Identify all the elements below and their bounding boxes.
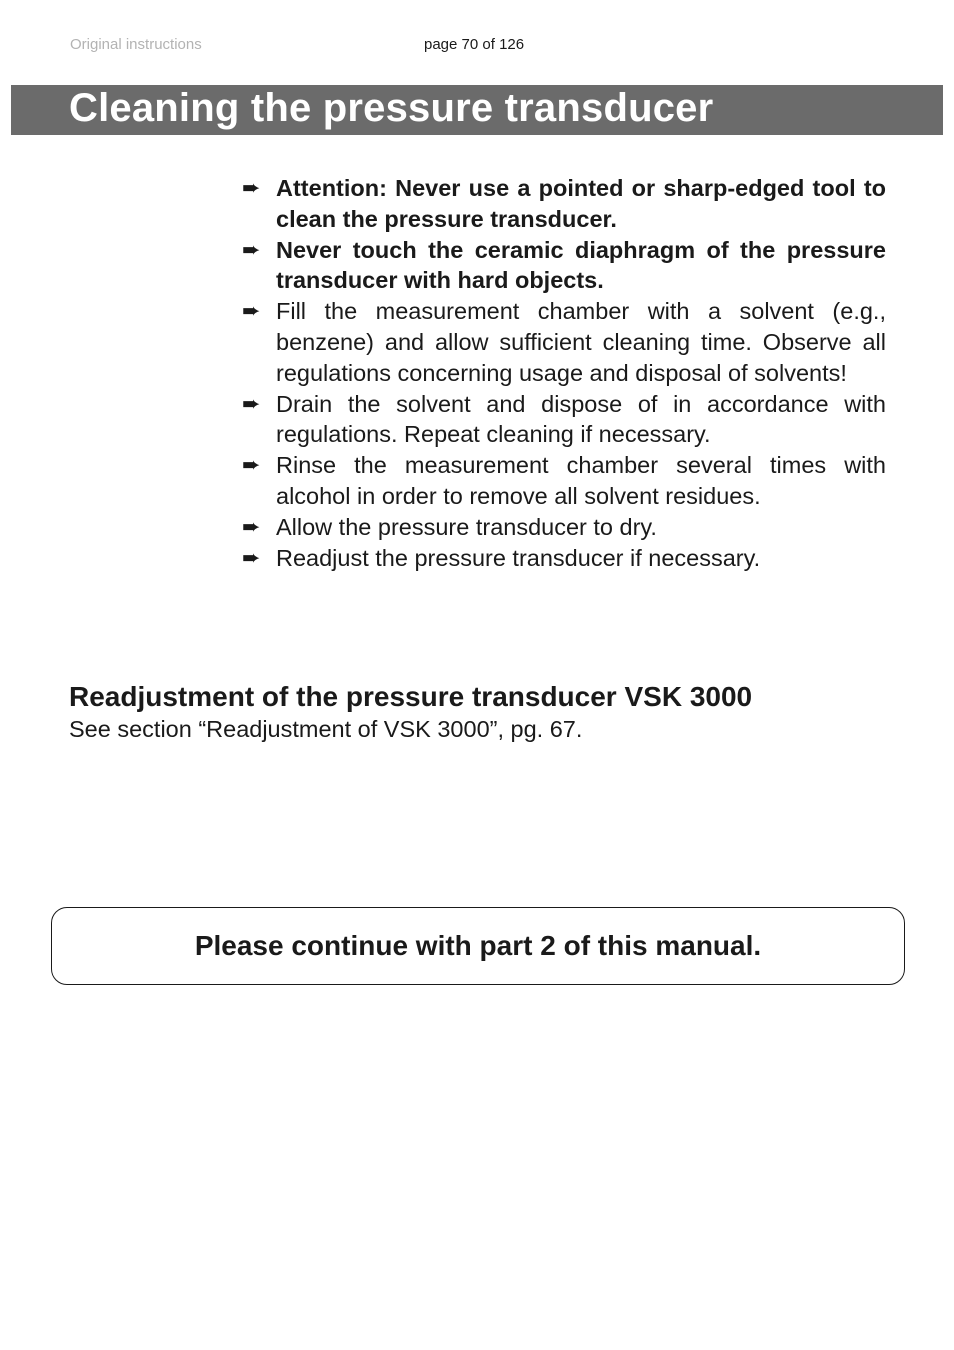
page-number: page 70 of 126: [424, 36, 525, 53]
instruction-step-text: Rinse the measurement chamber several times with alcohol in order to remove all solvent residues.: [276, 452, 886, 509]
instruction-step: [242, 235, 886, 297]
arrow-right-icon: ➨: [242, 175, 261, 200]
instruction-step-text: Allow the pressure transducer to dry.: [276, 513, 657, 540]
instruction-step-text: Fill the measurement chamber with a solvent (e.g., benzene) and allow sufficient cleaning time. Observe all regulations concerning usage and disposal of solvents!: [276, 298, 886, 386]
instruction-step: [242, 512, 886, 543]
arrow-right-icon: ➨: [242, 513, 261, 539]
instruction-step-text: Readjust the pressure transducer if necessary.: [276, 544, 761, 571]
title-bar: [11, 85, 943, 135]
arrow-right-icon: ➨: [242, 236, 261, 262]
arrow-right-icon: ➨: [242, 390, 261, 416]
continue-notice-box: [51, 907, 905, 985]
instruction-step: [242, 173, 886, 235]
arrow-right-icon: ➨: [242, 298, 261, 324]
section-reference: See section “Readjustment of VSK 3000”, pg. 67.: [69, 716, 583, 742]
instruction-steps: [242, 173, 886, 573]
section-heading: Readjustment of the pressure transducer VSK 3000: [69, 681, 753, 712]
instruction-step-text: Never touch the ceramic diaphragm of the pressure transducer with hard objects.: [276, 236, 886, 294]
page-title: Cleaning the pressure transducer: [69, 86, 714, 130]
continue-notice-text: Please continue with part 2 of this manual.: [194, 930, 762, 961]
instruction-step: [242, 389, 886, 451]
document-header-note: Original instructions: [70, 36, 202, 53]
arrow-right-icon: ➨: [242, 452, 261, 478]
instruction-step-text: Drain the solvent and dispose of in accordance with regulations. Repeat cleaning if necessary.: [276, 390, 886, 448]
instruction-step-text: Attention: Never use a pointed or sharp-edged tool to clean the pressure transducer.: [276, 175, 886, 232]
instruction-step: [242, 450, 886, 512]
instruction-step: [242, 296, 886, 388]
instruction-step: [242, 543, 886, 574]
arrow-right-icon: ➨: [242, 544, 261, 570]
